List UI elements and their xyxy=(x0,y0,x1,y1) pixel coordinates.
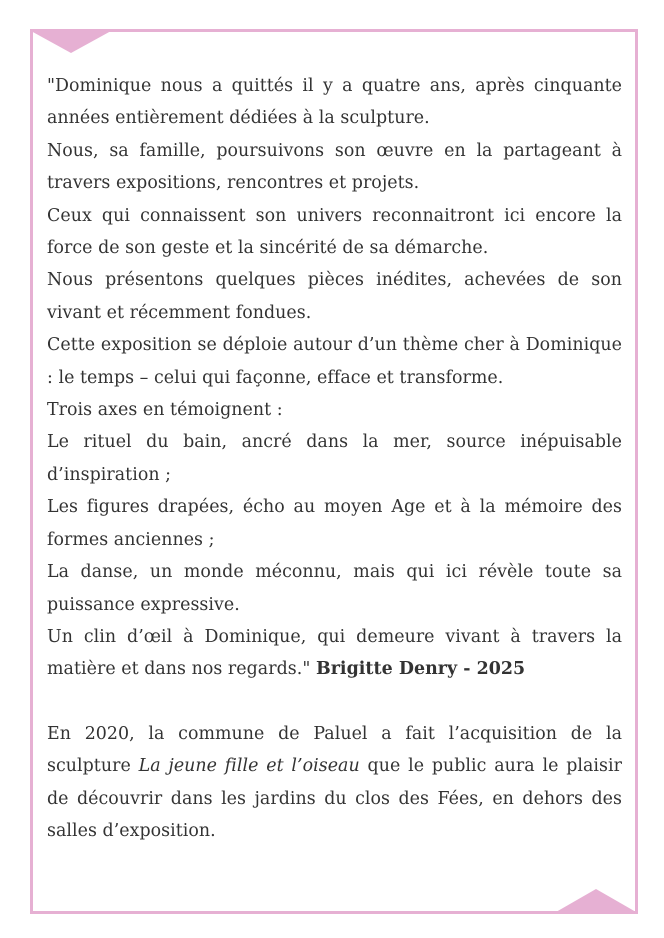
quote-paragraph: Cette exposition se déploie autour d’un thème cher à Dominique : le temps – celui qui façonne, efface et transforme. xyxy=(47,335,622,388)
quote-closing-text: Un clin d’œil à Dominique, qui demeure vivant à travers la matière et dans nos regards." xyxy=(47,626,622,680)
text-block xyxy=(47,70,622,847)
quote-paragraph: Nous, sa famille, poursuivons son œuvre en la partageant à travers expositions, rencontres et projets. xyxy=(47,140,622,194)
quote-paragraph: Trois axes en témoignent : xyxy=(47,400,283,421)
corner-decoration-bottom-right xyxy=(556,889,636,912)
quote-paragraph: Nous présentons quelques pièces inédites, achevées de son vivant et récemment fondues. xyxy=(47,270,622,323)
quote-paragraph: La danse, un monde méconnu, mais qui ici révèle toute sa puissance expressive. xyxy=(47,562,622,615)
quote-paragraph: "Dominique nous a quittés il y a quatre ans, après cinquante années entièrement dédiées à la sculpture. xyxy=(47,76,622,129)
spacer xyxy=(47,686,622,718)
acquisition-paragraph xyxy=(47,718,622,848)
acquisition-text-end: que le public aura le plaisir de découvrir dans les jardins du clos des Fées, en dehors des salles d’exposition. xyxy=(47,756,622,841)
quote-paragraph: Ceux qui connaissent son univers reconnaitront ici encore la force de son geste et la sincérité de sa démarche. xyxy=(47,205,622,259)
quote-paragraph: Les figures drapées, écho au moyen Age et à la mémoire des formes anciennes ; xyxy=(47,497,622,550)
quote-closing-paragraph xyxy=(47,621,622,686)
signature: Brigitte Denry - 2025 xyxy=(315,659,526,680)
acquisition-text-start: En 2020, la commune de Paluel a fait l’acquisition de la sculpture xyxy=(47,723,622,777)
quote-paragraph: Le rituel du bain, ancré dans la mer, source inépuisable d’inspiration ; xyxy=(47,432,622,485)
sculpture-title: La jeune fille et l’oiseau xyxy=(138,756,360,777)
corner-decoration-top-left xyxy=(31,31,111,53)
